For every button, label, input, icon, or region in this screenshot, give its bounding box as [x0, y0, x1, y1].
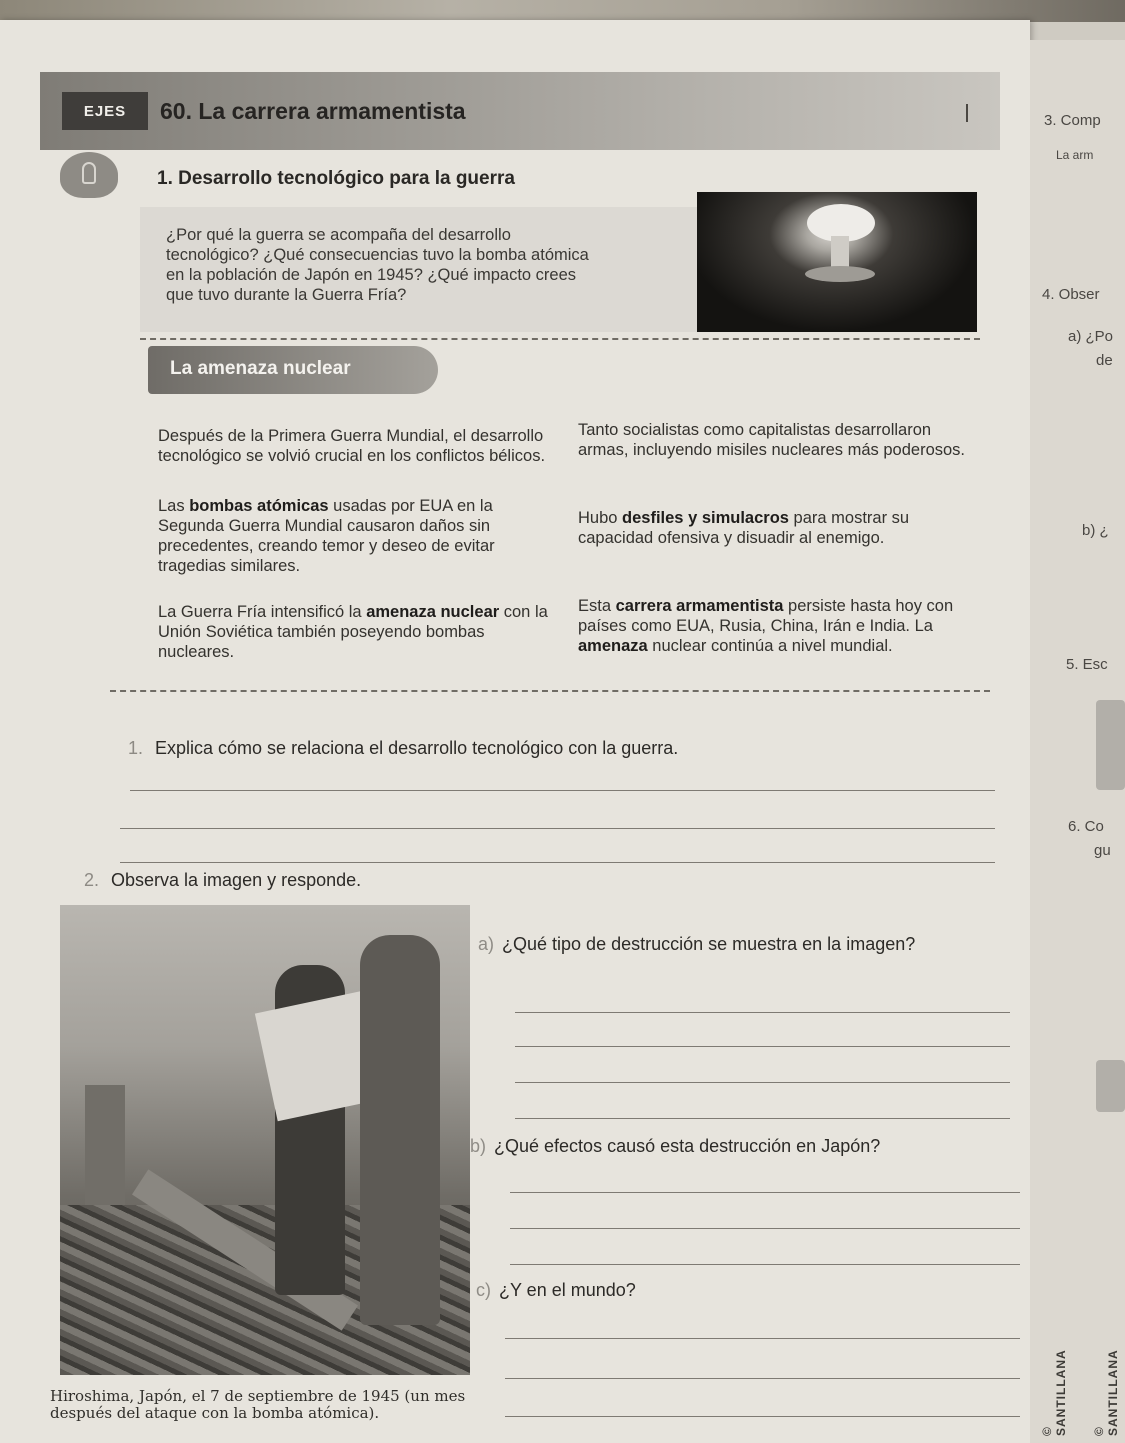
answer-line[interactable] — [515, 1012, 1010, 1013]
question-a — [478, 932, 958, 956]
mushroom-cloud-stem — [831, 236, 849, 270]
bold-term: desfiles y simulacros — [622, 509, 789, 527]
reading-paragraph-left-2 — [158, 496, 563, 576]
answer-line[interactable] — [120, 862, 995, 863]
background-surface — [0, 0, 1125, 22]
question-line: tecnológico? ¿Qué consecuencias tuvo la bomba atómica — [166, 246, 589, 264]
reading-heading: La amenaza nuclear — [170, 358, 351, 379]
answer-line[interactable] — [505, 1338, 1020, 1339]
atomic-bomb-photo — [697, 192, 977, 332]
question-text: ¿Qué efectos causó esta destrucción en Japón? — [494, 1136, 881, 1156]
text-run: Esta — [578, 597, 616, 615]
publisher-logo: © SANTILLANA — [1092, 1349, 1120, 1436]
section-title: 1. Desarrollo tecnológico para la guerra — [157, 168, 515, 189]
question-c — [476, 1278, 796, 1302]
question-line: ¿Por qué la guerra se acompaña del desarrollo — [166, 226, 511, 244]
question-line: en la población de Japón en 1945? ¿Qué impacto crees — [166, 266, 577, 284]
reading-paragraph-right-2 — [578, 508, 978, 548]
officer — [360, 935, 440, 1325]
text-run: Después de la Primera Guerra Mundial, el desarrollo tecnológico se volvió crucial en los conflictos bélicos. — [158, 427, 546, 465]
text-run: Tanto socialistas como capitalistas desarrollaron armas, incluyendo misiles nucleares más poderosos. — [578, 421, 966, 459]
hiroshima-photo — [60, 905, 470, 1375]
question-b — [470, 1134, 1020, 1158]
bold-term: bombas atómicas — [189, 497, 329, 515]
lesson-title: 60. La carrera armamentista — [160, 98, 466, 124]
text-run: nuclear continúa a nivel mundial. — [647, 637, 893, 655]
reading-bottom-divider — [110, 690, 990, 692]
bold-term: amenaza — [578, 637, 648, 655]
right-page-item: 3. Comp — [1044, 112, 1101, 129]
right-page-item: gu — [1094, 842, 1111, 859]
answer-line[interactable] — [510, 1264, 1020, 1265]
question-label: a) — [478, 934, 495, 954]
bold-term: carrera armamentista — [615, 597, 784, 615]
question-text: ¿Qué tipo de destrucción se muestra en la imagen? — [502, 934, 916, 954]
activity-text: Observa la imagen y responde. — [111, 870, 362, 890]
question-text: ¿Y en el mundo? — [499, 1280, 636, 1300]
reading-paragraph-right-1 — [578, 420, 978, 460]
answer-line[interactable] — [515, 1046, 1010, 1047]
guiding-questions — [166, 225, 706, 305]
header-marker — [966, 104, 968, 122]
photo-caption: Hiroshima, Japón, el 7 de septiembre de 1945 (un mes después del ataque con la bomba atómica). — [50, 1387, 466, 1422]
reading-paragraph-left-1 — [158, 426, 563, 466]
bold-term: amenaza nuclear — [366, 603, 500, 621]
text-run: Hubo — [578, 509, 623, 527]
right-page-item: 4. Obser — [1042, 286, 1100, 303]
activity-2-prompt — [84, 870, 361, 891]
right-page-graphic — [1096, 700, 1125, 790]
publisher-logo: © SANTILLANA — [1040, 1349, 1068, 1436]
question-label: c) — [476, 1280, 491, 1300]
answer-line[interactable] — [510, 1192, 1020, 1193]
answer-line[interactable] — [130, 790, 995, 791]
right-page-item: a) ¿Po — [1068, 328, 1114, 345]
answer-line[interactable] — [120, 828, 995, 829]
text-run: Las — [158, 497, 190, 515]
answer-line[interactable] — [515, 1118, 1010, 1119]
right-page-item: b) ¿ — [1082, 522, 1109, 539]
text-run: con la Unión Soviética también poseyendo bombas nucleares. — [158, 603, 548, 661]
activity-text: Explica cómo se relaciona el desarrollo tecnológico con la guerra. — [155, 738, 679, 758]
activity-1-prompt — [128, 738, 678, 759]
right-page-graphic — [1096, 1060, 1125, 1112]
answer-line[interactable] — [510, 1228, 1020, 1229]
right-page-item: 5. Esc — [1066, 656, 1108, 673]
activity-number: 2. — [84, 870, 100, 890]
reading-paragraph-right-3 — [578, 596, 983, 656]
mushroom-cloud-base — [805, 266, 875, 282]
lightbulb-icon — [60, 152, 118, 198]
activity-number: 1. — [128, 738, 144, 758]
text-run: usadas por EUA en la Segunda Guerra Mundial causaron daños sin precedentes, creando temor y deseo de evitar tragedias similares. — [158, 497, 495, 575]
text-run: persiste hasta hoy con países como EUA, Rusia, China, Irán e India. La — [578, 597, 954, 635]
text-run: La Guerra Fría intensificó la — [158, 603, 367, 621]
answer-line[interactable] — [505, 1378, 1020, 1379]
question-label: b) — [470, 1136, 487, 1156]
right-page-item: La arm — [1056, 148, 1094, 162]
question-line: que tuvo durante la Guerra Fría? — [166, 286, 407, 304]
right-page-item: 6. Co — [1068, 818, 1104, 835]
ejes-tab: EJES — [62, 92, 148, 130]
right-page-item: de — [1096, 352, 1113, 369]
answer-line[interactable] — [515, 1082, 1010, 1083]
reading-top-divider — [140, 338, 980, 340]
answer-line[interactable] — [505, 1416, 1020, 1417]
text-run: para mostrar su capacidad ofensiva y disuadir al enemigo. — [578, 509, 910, 547]
reading-paragraph-left-3 — [158, 602, 563, 662]
